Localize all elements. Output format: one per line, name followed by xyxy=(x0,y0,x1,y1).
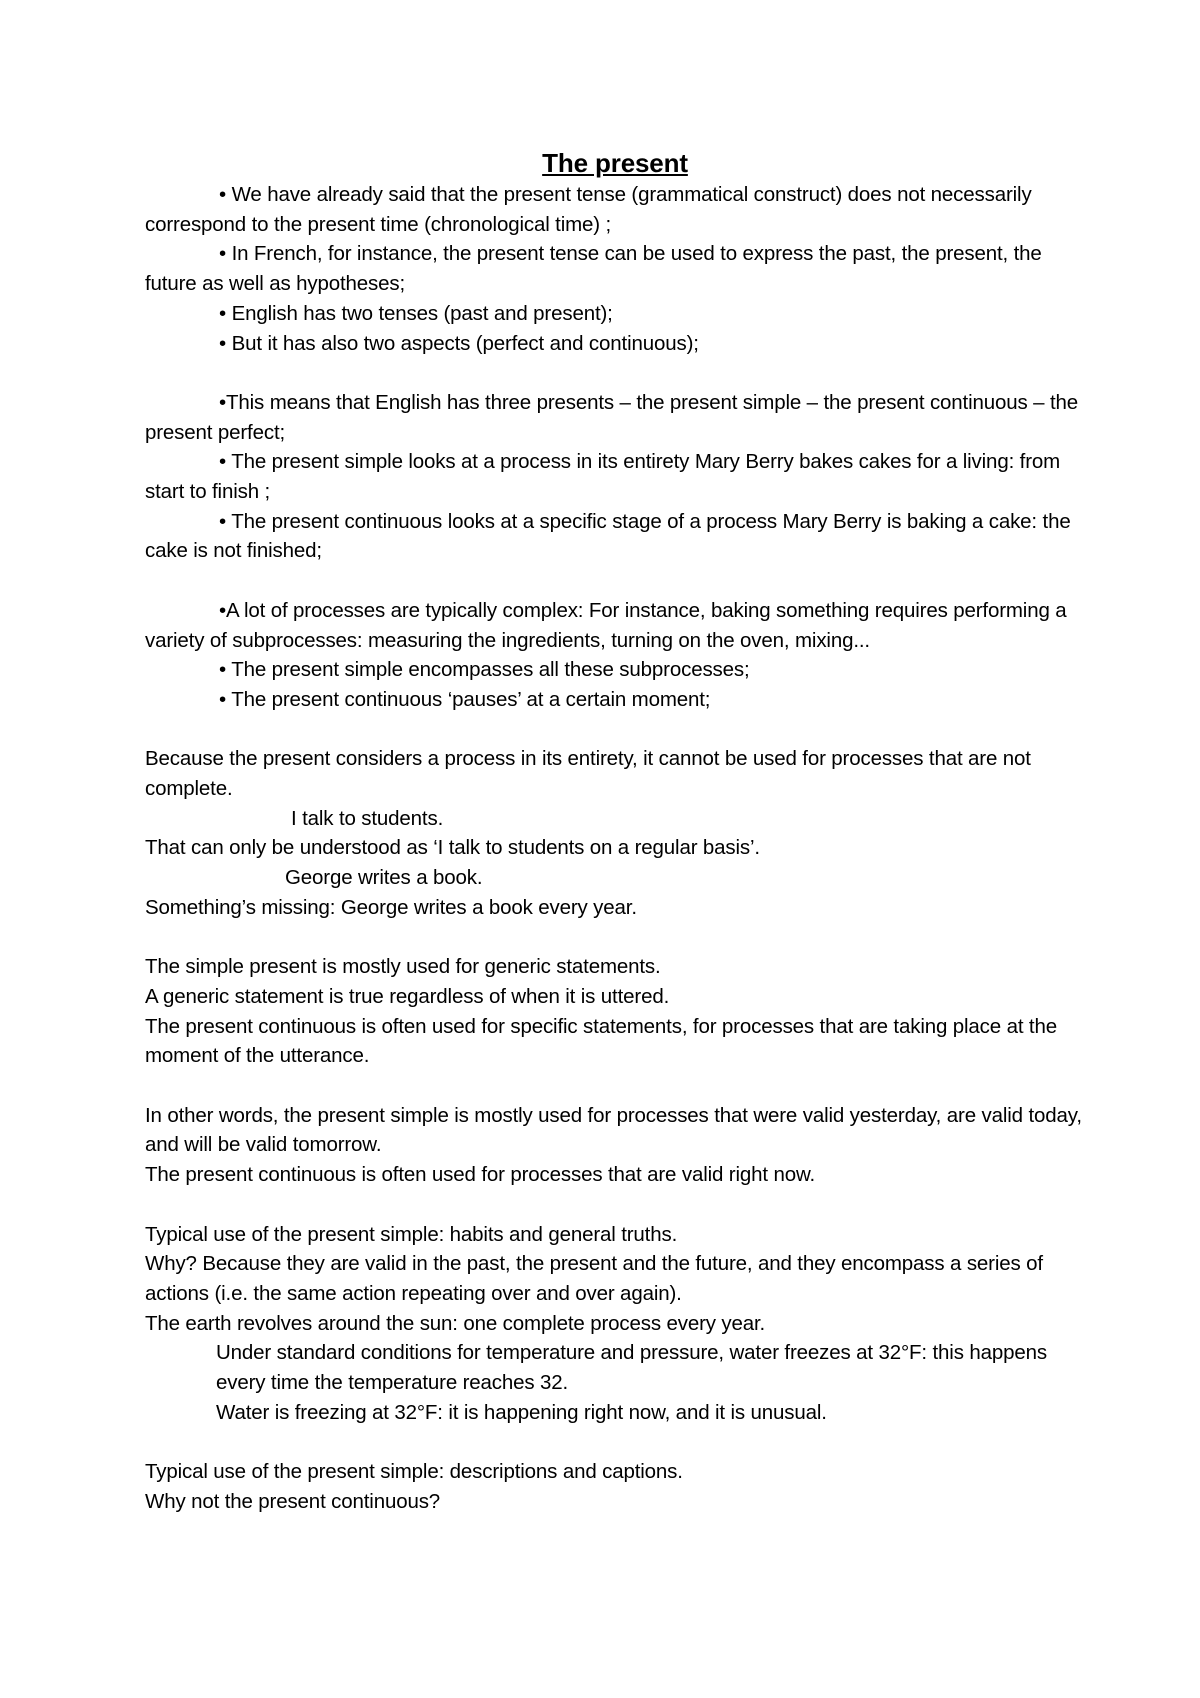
paragraph-descriptions-captions: Typical use of the present simple: descriptions and captions. xyxy=(145,1460,683,1484)
spacer xyxy=(145,566,1085,596)
paragraph-why-not-continuous: Why not the present continuous? xyxy=(145,1489,441,1513)
spacer xyxy=(145,358,1085,388)
paragraph-why-valid: Why? Because they are valid in the past, the present and the future, and they encompass a series of actions (i.e. the same action repeating over and over again). xyxy=(145,1252,1043,1305)
paragraph-two-aspects: • But it has also two aspects (perfect and continuous); xyxy=(219,331,699,355)
example-george-book: George writes a book. xyxy=(285,866,483,890)
paragraph-habits-truths: Typical use of the present simple: habits and general truths. xyxy=(145,1222,678,1246)
paragraph-complex-processes: •A lot of processes are typically complex: For instance, baking something requires performing a variety of subprocesses: measuring the ingredients, turning on the oven, mixing... xyxy=(145,598,1067,652)
paragraph-not-complete: Because the present considers a process in its entirety, it cannot be used for processes that are not complete. xyxy=(145,747,1031,801)
paragraph-earth-sun: The earth revolves around the sun: one complete process every year. xyxy=(145,1311,766,1335)
paragraph-continuous-stage: • The present continuous looks at a specific stage of a process Mary Berry is baking a cake: the cake is not finished; xyxy=(145,509,1071,563)
paragraph-specific-statements: The present continuous is often used for specific statements, for processes that are taking place at the moment of the utterance. xyxy=(145,1014,1057,1068)
example-water-freezes: Under standard conditions for temperature and pressure, water freezes at 32°F: this happens every time the temperature reaches 32. xyxy=(216,1341,1047,1395)
paragraph-other-words: In other words, the present simple is mostly used for processes that were valid yesterday, are valid today, and will be valid tomorrow. xyxy=(145,1103,1082,1157)
example-talk-students: I talk to students. xyxy=(291,806,444,830)
paragraph-french-present: • In French, for instance, the present tense can be used to express the past, the present, the future as well as hypotheses; xyxy=(145,242,1042,296)
spacer xyxy=(145,715,1085,745)
example-water-freezing: Water is freezing at 32°F: it is happening right now, and it is unusual. xyxy=(216,1400,827,1424)
spacer xyxy=(145,1427,1085,1457)
document-title: The present xyxy=(542,148,688,178)
paragraph-generic-statements: The simple present is mostly used for generic statements. xyxy=(145,955,661,979)
paragraph-simple-subprocesses: • The present simple encompasses all these subprocesses; xyxy=(219,658,750,682)
spacer xyxy=(145,1190,1085,1220)
paragraph-continuous-pauses: • The present continuous ‘pauses’ at a certain moment; xyxy=(219,687,711,711)
paragraph-simple-entirety: • The present simple looks at a process in its entirety Mary Berry bakes cakes for a living: from start to finish ; xyxy=(145,450,1061,504)
paragraph-generic-definition: A generic statement is true regardless of when it is uttered. xyxy=(145,984,670,1008)
paragraph-two-tenses: • English has two tenses (past and present); xyxy=(219,301,613,325)
paragraph-three-presents: •This means that English has three presents – the present simple – the present continuous – the present perfect; xyxy=(145,390,1078,444)
spacer xyxy=(145,1071,1085,1101)
spacer xyxy=(145,923,1085,953)
paragraph-regular-basis: That can only be understood as ‘I talk to students on a regular basis’. xyxy=(145,836,760,860)
paragraph-something-missing: Something’s missing: George writes a book every year. xyxy=(145,895,637,919)
paragraph-valid-right-now: The present continuous is often used for processes that are valid right now. xyxy=(145,1163,816,1187)
paragraph-tense-vs-time: • We have already said that the present tense (grammatical construct) does not necessarily correspond to the present time (chronological time) ; xyxy=(145,183,1032,236)
document-page xyxy=(145,146,1085,1517)
